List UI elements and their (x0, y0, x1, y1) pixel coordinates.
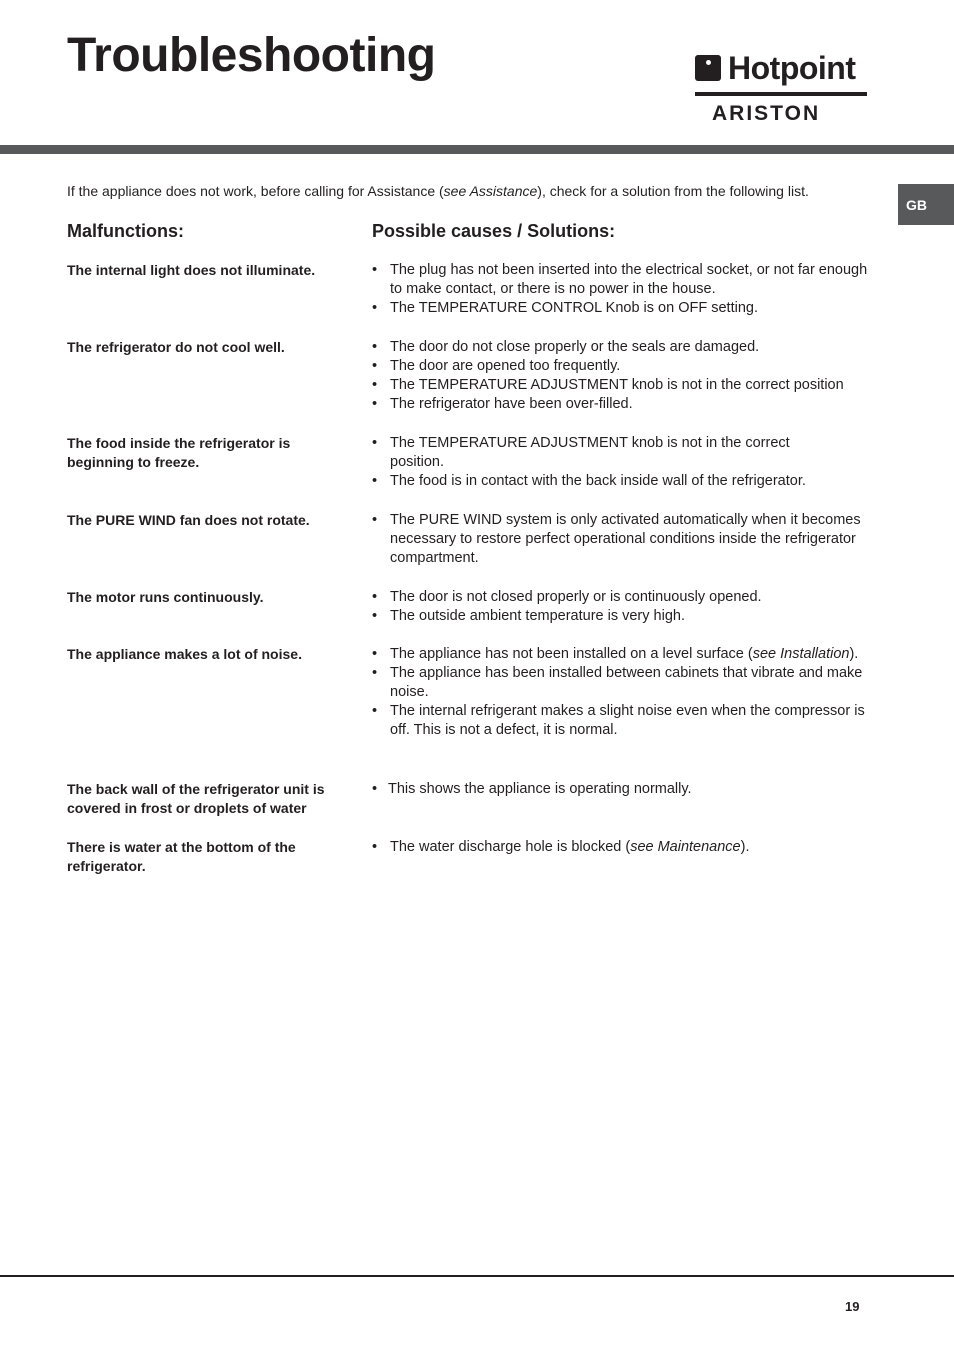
page-title: Troubleshooting (67, 29, 436, 82)
cause-item: • The internal refrigerant makes a slight noise even when the compressor is off. This is not a defect, it is normal. (372, 702, 867, 740)
malfunction-label: The internal light does not illuminate. (67, 262, 316, 278)
malfunction-label: The PURE WIND fan does not rotate. (67, 512, 310, 528)
cause-link-installation: see Installation (752, 646, 850, 662)
cause-item: • The PURE WIND system is only activated automatically when it becomes necessary to restore perfect operational conditions inside the refrigerator compartment. (372, 511, 862, 568)
logo-divider (695, 92, 867, 96)
cause-item: • This shows the appliance is operating normally. (372, 780, 882, 799)
cause-item: • The TEMPERATURE ADJUSTMENT knob is not in the correct position. (372, 434, 822, 472)
malfunction-label: The back wall of the refrigerator unit is covered in frost or droplets of water (67, 781, 325, 816)
cause-text: ). (740, 839, 750, 855)
intro-link-assistance: see Assistance (443, 183, 538, 199)
logo-sub-text: ARISTON (712, 102, 821, 125)
cause-link-maintenance: see Maintenance (630, 839, 741, 855)
cause-text: The appliance has not been installed on a level surface ( (390, 646, 753, 662)
cause-item: • The TEMPERATURE ADJUSTMENT knob is not in the correct position (372, 376, 882, 395)
logo-brand-text: Hotpoint (728, 50, 856, 86)
cause-item: • The door do not close properly or the seals are damaged. (372, 338, 882, 357)
cause-item (372, 838, 882, 857)
intro-text (67, 182, 897, 201)
malfunction-label: The food inside the refrigerator is beginning to freeze. (67, 435, 291, 470)
header-divider-bar (0, 145, 954, 154)
cause-item: • The food is in contact with the back inside wall of the refrigerator. (372, 472, 822, 491)
causes-list (372, 338, 882, 414)
causes-header: Possible causes / Solutions: (372, 221, 616, 241)
malfunction-label: The motor runs continuously. (67, 589, 264, 605)
malfunction-label: The refrigerator do not cool well. (67, 339, 285, 355)
cause-text: The water discharge hole is blocked ( (390, 839, 631, 855)
causes-list (372, 645, 867, 740)
intro-before: If the appliance does not work, before calling for Assistance ( (67, 183, 444, 199)
malfunction-label: There is water at the bottom of the refrigerator. (67, 839, 296, 874)
cause-item: • The door are opened too frequently. (372, 357, 882, 376)
causes-list (372, 511, 862, 568)
causes-list (372, 261, 882, 318)
footer-divider (0, 1275, 954, 1277)
logo-mark-icon (695, 55, 721, 81)
cause-item: • The TEMPERATURE CONTROL Knob is on OFF setting. (372, 299, 882, 318)
cause-text: ). (849, 646, 859, 662)
malfunction-label: The appliance makes a lot of noise. (67, 646, 302, 662)
cause-item: • The outside ambient temperature is very high. (372, 607, 882, 626)
cause-item: • The door is not closed properly or is continuously opened. (372, 588, 882, 607)
cause-item: • The plug has not been inserted into the electrical socket, or not far enough to make contact, or there is no power in the house. (372, 261, 882, 299)
causes-list (372, 780, 882, 799)
cause-item (372, 645, 867, 664)
page-number: 19 (845, 1299, 860, 1314)
causes-list (372, 434, 822, 491)
language-tab: GB (898, 184, 954, 225)
cause-item: • The refrigerator have been over-filled. (372, 395, 882, 414)
brand-logo (694, 50, 870, 130)
malfunctions-header: Malfunctions: (67, 221, 184, 241)
causes-list (372, 588, 882, 626)
cause-item: • The appliance has been installed between cabinets that vibrate and make noise. (372, 664, 867, 702)
causes-list (372, 838, 882, 857)
intro-after: ), check for a solution from the following list. (537, 183, 809, 199)
